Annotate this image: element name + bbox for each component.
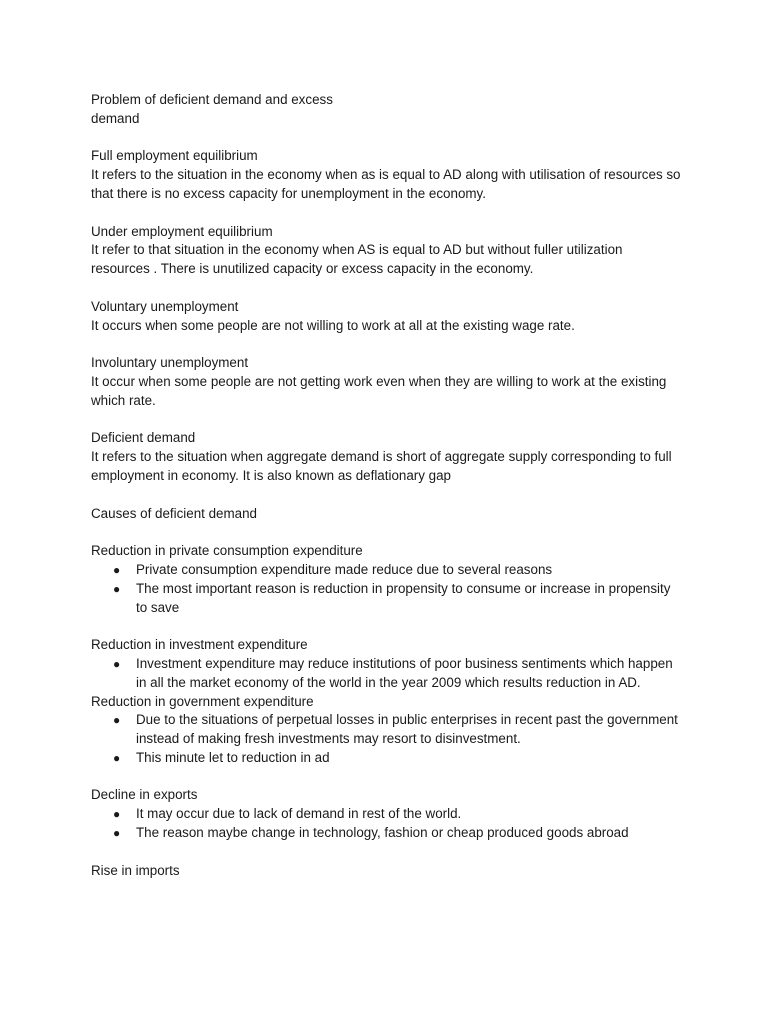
exports-heading: Decline in exports: [91, 787, 198, 803]
section-heading: Voluntary unemployment: [91, 298, 239, 314]
list-item: ● Private consumption expenditure made reduce due to several reasons: [91, 561, 681, 580]
section-body: It occur when some people are not getting work even when they are willing to work at the existing which rate.: [91, 373, 667, 408]
document-page: [91, 91, 681, 880]
section-body: It refer to that situation in the economy when AS is equal to AD but without fuller utilization resources . There is unutilized capacity or excess capacity in the economy.: [91, 242, 623, 277]
investment-block: [91, 636, 681, 692]
list-item: ● Investment expenditure may reduce institutions of poor business sentiments which happen in all the market economy of the world in the year 2009 which results reduction in AD.: [113, 655, 673, 690]
list-item: ● The most important reason is reduction in propensity to consume or increase in propensity to save: [113, 580, 671, 615]
investment-heading: Reduction in investment expenditure: [91, 637, 308, 653]
section-deficient-demand: [91, 429, 681, 485]
section-heading: Full employment equilibrium: [91, 148, 258, 164]
investment-bullet-list: [91, 655, 681, 693]
exports-block: [91, 786, 681, 842]
causes-heading: Causes of deficient demand: [91, 505, 257, 521]
government-block: [91, 693, 681, 768]
imports-heading: Rise in imports: [91, 862, 180, 878]
private-bullet-list: [91, 561, 681, 617]
list-item: ● Due to the situations of perpetual losses in public enterprises in recent past the government instead of making fresh investments may resort to disinvestment.: [113, 712, 678, 747]
bullet-icon: ●: [113, 713, 121, 728]
list-item: ● It may occur due to lack of demand in rest of the world.: [91, 805, 681, 824]
bullet-icon: ●: [113, 562, 121, 577]
section-body: It refers to the situation in the economy when as is equal to AD along with utilisation of resources so that there is no excess capacity for unemployment in the economy.: [91, 167, 681, 201]
private-consumption-block: [91, 542, 681, 617]
bullet-icon: ●: [113, 656, 121, 671]
section-voluntary-unemployment: [91, 298, 681, 336]
list-item: ● This minute let to reduction in ad: [91, 749, 681, 768]
exports-bullet-list: [91, 805, 681, 843]
title-line-1: Problem of deficient demand and excess: [91, 92, 333, 107]
bullet-icon: ●: [113, 807, 121, 822]
section-full-employment: [91, 147, 681, 203]
bullet-icon: ●: [113, 750, 121, 765]
section-body: It occurs when some people are not willing to work at all at the existing wage rate.: [91, 317, 575, 333]
private-heading: Reduction in private consumption expenditure: [91, 543, 363, 559]
bullet-icon: ●: [113, 826, 121, 841]
section-heading: Under employment equilibrium: [91, 223, 273, 239]
government-heading: Reduction in government expenditure: [91, 693, 314, 709]
section-heading: Involuntary unemployment: [91, 355, 249, 371]
section-involuntary-unemployment: [91, 354, 681, 410]
document-title: [91, 91, 681, 129]
government-bullet-list: [91, 711, 681, 767]
section-under-employment: [91, 223, 681, 279]
section-heading: Deficient demand: [91, 430, 196, 446]
title-line-2: demand: [91, 110, 140, 126]
list-item: ● The reason maybe change in technology, fashion or cheap produced goods abroad: [91, 824, 681, 843]
section-body: It refers to the situation when aggregate demand is short of aggregate supply corresponding to full employment in economy. It is also known as deflationary gap: [91, 449, 672, 483]
bullet-icon: ●: [113, 581, 121, 596]
